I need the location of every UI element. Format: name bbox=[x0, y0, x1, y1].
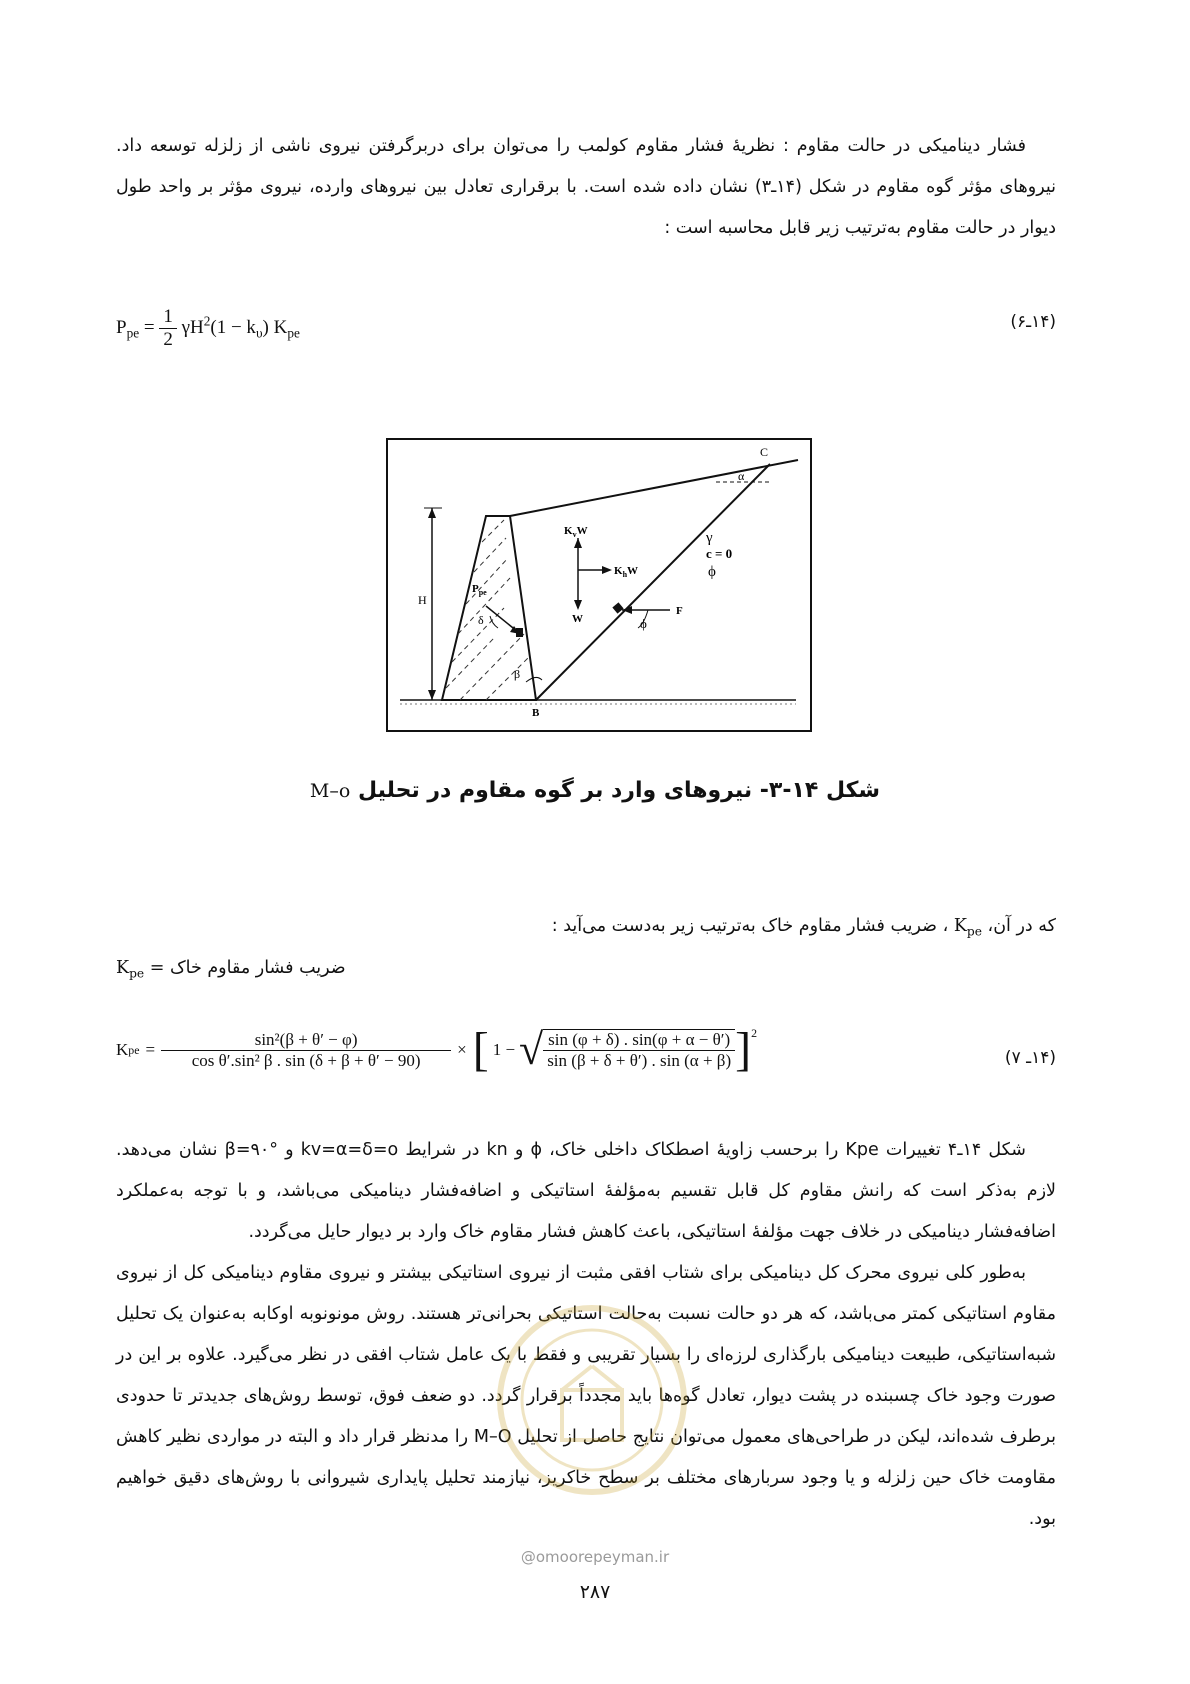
kpe-definition: $K_{pe}$ = ضریب فشار مقاوم خاک bbox=[116, 958, 346, 981]
eq7-main-fraction: $\frac{\text{sin²(β + θ′ − φ)}}{\text{cos θ′.sin² β . sin (δ + β + θ′ − 90)}}$ bbox=[161, 1030, 451, 1071]
label-w: W bbox=[572, 613, 583, 625]
passive-wedge-figure bbox=[386, 438, 812, 732]
label-b: B bbox=[532, 707, 540, 719]
label-gamma: γ bbox=[706, 530, 713, 546]
label-delta: δ bbox=[478, 613, 484, 627]
label-phi2: ϕ bbox=[640, 616, 647, 631]
label-ppe: $P_{pe}$ bbox=[472, 583, 487, 597]
label-c0: c = 0 bbox=[706, 546, 733, 561]
paragraph-2: به‌طور کلی نیروی محرک کل دینامیکی برای شتاب افقی مثبت از نیروی استاتیکی بیشتر و نیروی مقاوم دینامیکی کل از نیروی مقاوم استاتیکی کمتر می‌باشد، که هر دو حالت نسبت به‌حالت استاتیکی بحرانی‌تر هستند. روش مونونوبه اوکابه به‌عنوان یک تحلیل شبه‌استاتیکی، طبیعت دینامیکی بارگذاری لرزه‌ای را بسیار تقریبی و فقط با یک عامل شتاب افقی در نظر می‌گیرد. علاوه بر این در صورت وجود خاک چسبنده در پشت دیوار، تعادل گوه‌ها باید مجدداً برقرار گردد. دو ضعف فوق، توسط روش‌های جدیدتر تا حدودی برطرف شده‌اند، لیکن در طراحی‌های معمول می‌توان نتایج حاصل از تحلیل M–O را مدنظر قرار داد و البته در مواردی نظیر کاهش مقاومت خاک حین زلزله و یا وجود سربارهای مختلف بر سطح خاکریز، نیازمند تحلیل پایداری شیروانی با روش‌های دقیق خواهیم بود. bbox=[116, 1263, 1056, 1529]
intro-text: فشار دینامیکی در حالت مقاوم : نظریهٔ فشار مقاوم کولمب را می‌توان برای دربرگرفتن نیروی ناشی از زلزله توسعه داد. نیروهای مؤثر گوه مقاوم در شکل (۱۴ـ۳) نشان داده شده است. با برقراری تعادل بین نیروهای وارده، نیروی مؤثر بر واحد طول دیوار در حالت مقاوم به‌ترتیب زیر قابل محاسبه است : bbox=[116, 136, 1056, 238]
eq7-sqrt-fraction: $\frac{\sin (\varphi + \delta) . \sin(\varphi + \alpha - \theta')}{\sin (\beta + \delta + \theta') . \sin (\alpha + \beta)}$ bbox=[543, 1029, 735, 1071]
intro-paragraph bbox=[116, 126, 1056, 249]
label-beta: β bbox=[514, 667, 521, 681]
watermark-seal-icon bbox=[492, 1300, 692, 1500]
equation-number-6: (۱۴ـ۶) bbox=[1010, 312, 1056, 332]
page-number: ۲۸۷ bbox=[579, 1581, 611, 1603]
label-phi: ϕ bbox=[708, 564, 716, 580]
paragraph-1: شکل ۱۴ـ۴ تغییرات Kpe را برحسب زاویهٔ اصطکاک داخلی خاک، ϕ و kn در شرایط kv=α=δ=o و β=۹۰° نشان می‌دهد. لازم به‌ذکر است که رانش مقاوم کل قابل تقسیم به‌مؤلفهٔ استاتیکی و اضافه‌فشار دینامیکی می‌باشد، و با توجه به‌عملکرد اضافه‌فشار دینامیکی در خلاف جهت مؤلفهٔ استاتیکی، باعث کاهش فشار مقاوم خاک وارد بر دیوار حایل می‌گردد. bbox=[116, 1140, 1056, 1242]
label-kvw: $K_vW$ bbox=[564, 525, 588, 539]
half-fraction: $\frac{1}{2}$ bbox=[159, 306, 177, 351]
label-khw: $K_hW$ bbox=[614, 565, 639, 579]
figure-caption: شکل ۱۴-۳- نیروهای وارد بر گوه مقاوم در تحلیل M–o bbox=[309, 778, 881, 803]
watermark-url: @omoorepeyman.ir bbox=[520, 1548, 670, 1566]
label-f: F bbox=[676, 605, 683, 617]
label-c: C bbox=[760, 445, 769, 459]
equation-14-6: $P_{pe}$ = $\frac{1}{2}$ $\gamma H^2(1 - k_\upsilon)$ $K_{pe}$ bbox=[116, 306, 300, 350]
kpe-intro: که در آن، $K_{pe}$ ، ضریب فشار مقاوم خاک به‌ترتیب زیر به‌دست می‌آید : bbox=[551, 916, 1056, 939]
label-h: H bbox=[418, 593, 427, 607]
label-alpha: α bbox=[738, 469, 745, 483]
equation-number-7: (۱۴ـ ۷) bbox=[1004, 1048, 1056, 1068]
equation-14-7: K pe = $\frac{\text{sin²(β + θ′ − φ)}}{\text{cos θ′.sin² β . sin (δ + β + θ′ − 90)}}$ × [ 1 − √ $\frac{\sin (\varphi + \delta) . \sin(\varphi + \alpha - \theta')}{\sin (\beta + \delta + \theta') . \sin (\alpha + \beta)}$ ] $^2$ bbox=[116, 1023, 758, 1076]
